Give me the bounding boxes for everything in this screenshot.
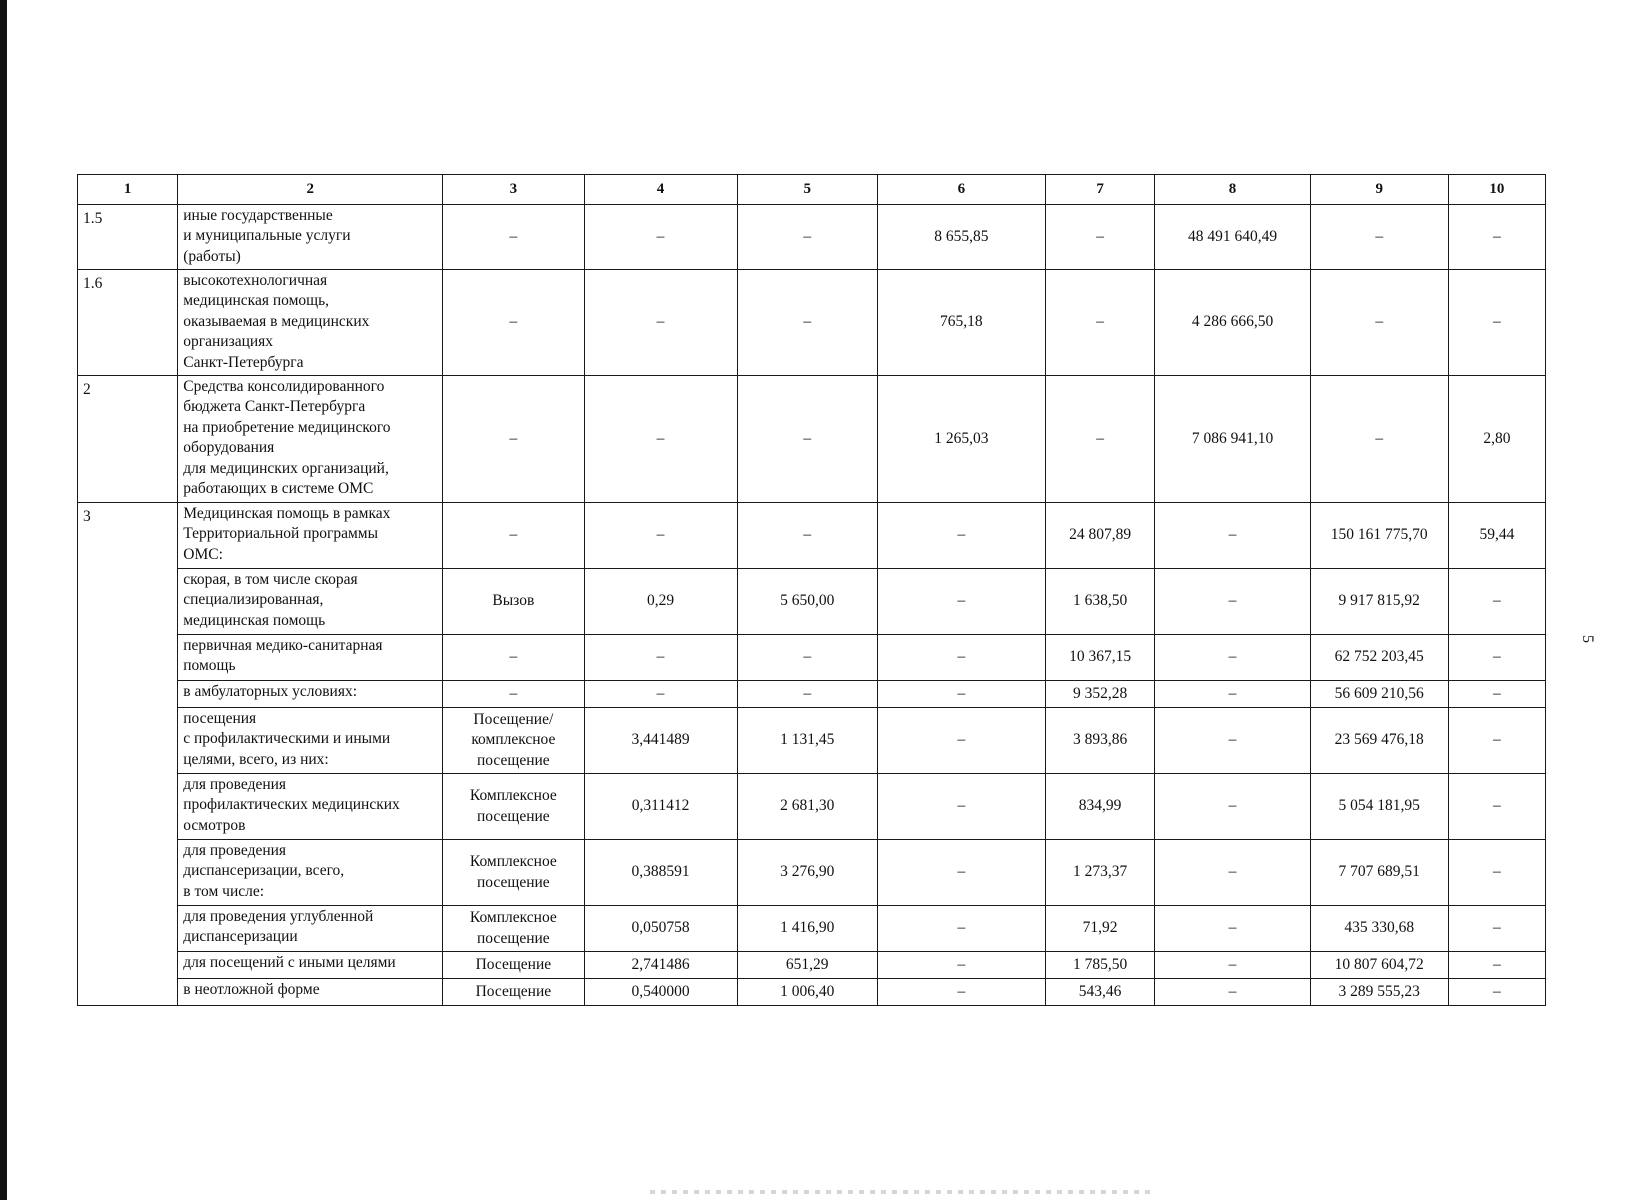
page-number: 5 (1579, 635, 1596, 643)
value-cell: Комплексное посещение (443, 840, 584, 906)
value-cell: – (1155, 503, 1310, 569)
header-cell: 5 (737, 175, 877, 205)
scan-footer-smudge (650, 1190, 1150, 1194)
value-cell: 48 491 640,49 (1155, 205, 1310, 270)
value-cell: 1 265,03 (877, 376, 1045, 503)
value-cell: 651,29 (737, 952, 877, 979)
table-row (78, 840, 1546, 906)
value-cell: Посещение/ комплексное посещение (443, 708, 584, 774)
row-label-cell: для посещений с иными целями (178, 952, 443, 979)
value-cell: – (1045, 205, 1155, 270)
row-label-cell: скорая, в том числе скорая специализированная, медицинская помощь (178, 569, 443, 635)
table-row (78, 774, 1546, 840)
value-cell: – (877, 681, 1045, 708)
row-label-cell: в амбулаторных условиях: (178, 681, 443, 708)
table-row (78, 270, 1546, 376)
value-cell: 9 917 815,92 (1310, 569, 1448, 635)
value-cell: – (737, 205, 877, 270)
value-cell: – (1310, 205, 1448, 270)
value-cell: 0,388591 (584, 840, 737, 906)
value-cell: – (1448, 952, 1545, 979)
table-row (78, 906, 1546, 952)
header-cell: 3 (443, 175, 584, 205)
value-cell: – (1155, 635, 1310, 681)
value-cell: – (584, 376, 737, 503)
value-cell: – (877, 906, 1045, 952)
table-row (78, 635, 1546, 681)
value-cell: – (877, 708, 1045, 774)
value-cell: 56 609 210,56 (1310, 681, 1448, 708)
row-label-cell: первичная медико-санитарная помощь (178, 635, 443, 681)
value-cell: – (584, 205, 737, 270)
row-label-cell: для проведения профилактических медицинских осмотров (178, 774, 443, 840)
value-cell: – (1448, 979, 1545, 1006)
row-number-cell: 1.6 (78, 270, 178, 376)
value-cell: – (1310, 270, 1448, 376)
value-cell: – (737, 376, 877, 503)
value-cell: – (737, 681, 877, 708)
header-cell: 10 (1448, 175, 1545, 205)
value-cell: 1 273,37 (1045, 840, 1155, 906)
value-cell: 10 367,15 (1045, 635, 1155, 681)
value-cell: – (443, 205, 584, 270)
value-cell: – (584, 681, 737, 708)
value-cell: – (1155, 906, 1310, 952)
header-cell: 2 (178, 175, 443, 205)
row-label-cell: иные государственные и муниципальные услуги (работы) (178, 205, 443, 270)
value-cell: – (1310, 376, 1448, 503)
value-cell: 8 655,85 (877, 205, 1045, 270)
value-cell: – (1448, 569, 1545, 635)
value-cell: – (1448, 681, 1545, 708)
table-row (78, 205, 1546, 270)
value-cell: 62 752 203,45 (1310, 635, 1448, 681)
value-cell: 0,050758 (584, 906, 737, 952)
value-cell: 2 681,30 (737, 774, 877, 840)
value-cell: – (1155, 708, 1310, 774)
header-cell: 4 (584, 175, 737, 205)
value-cell: – (877, 635, 1045, 681)
value-cell: 834,99 (1045, 774, 1155, 840)
value-cell: 5 650,00 (737, 569, 877, 635)
value-cell: 23 569 476,18 (1310, 708, 1448, 774)
value-cell: 150 161 775,70 (1310, 503, 1448, 569)
value-cell: – (1448, 205, 1545, 270)
value-cell: 0,29 (584, 569, 737, 635)
value-cell: 59,44 (1448, 503, 1545, 569)
value-cell: 0,311412 (584, 774, 737, 840)
row-number-cell: 3 (78, 503, 178, 1006)
row-label-cell: посещения с профилактическими и иными целями, всего, из них: (178, 708, 443, 774)
table-row (78, 681, 1546, 708)
value-cell: – (443, 635, 584, 681)
value-cell: – (1155, 952, 1310, 979)
value-cell: 1 006,40 (737, 979, 877, 1006)
value-cell: 3,441489 (584, 708, 737, 774)
value-cell: 3 289 555,23 (1310, 979, 1448, 1006)
value-cell: 3 893,86 (1045, 708, 1155, 774)
row-label-cell: в неотложной форме (178, 979, 443, 1006)
row-number-cell: 1.5 (78, 205, 178, 270)
row-label-cell: для проведения углубленной диспансеризации (178, 906, 443, 952)
value-cell: – (737, 635, 877, 681)
budget-table (77, 174, 1546, 1006)
value-cell: – (1448, 708, 1545, 774)
header-cell: 6 (877, 175, 1045, 205)
header-cell: 8 (1155, 175, 1310, 205)
value-cell: – (1448, 840, 1545, 906)
value-cell: – (443, 270, 584, 376)
value-cell: 1 416,90 (737, 906, 877, 952)
table-body (78, 175, 1546, 1006)
value-cell: 9 352,28 (1045, 681, 1155, 708)
row-label-cell: Медицинская помощь в рамках Территориальной программы ОМС: (178, 503, 443, 569)
value-cell: 7 086 941,10 (1155, 376, 1310, 503)
value-cell: – (443, 376, 584, 503)
header-row (78, 175, 1546, 205)
value-cell: 0,540000 (584, 979, 737, 1006)
value-cell: – (443, 681, 584, 708)
row-label-cell: для проведения диспансеризации, всего, в том числе: (178, 840, 443, 906)
table-row (78, 376, 1546, 503)
value-cell: 71,92 (1045, 906, 1155, 952)
value-cell: – (877, 774, 1045, 840)
table-row (78, 708, 1546, 774)
value-cell: – (1155, 840, 1310, 906)
table-row (78, 979, 1546, 1006)
value-cell: 3 276,90 (737, 840, 877, 906)
value-cell: 1 131,45 (737, 708, 877, 774)
value-cell: Посещение (443, 979, 584, 1006)
row-number-cell: 2 (78, 376, 178, 503)
value-cell: – (877, 503, 1045, 569)
value-cell: – (1045, 270, 1155, 376)
table-row (78, 503, 1546, 569)
value-cell: – (877, 569, 1045, 635)
value-cell: – (1155, 979, 1310, 1006)
value-cell: 543,46 (1045, 979, 1155, 1006)
value-cell: 7 707 689,51 (1310, 840, 1448, 906)
value-cell: – (1448, 906, 1545, 952)
value-cell: – (877, 979, 1045, 1006)
value-cell: – (584, 635, 737, 681)
table-row (78, 952, 1546, 979)
value-cell: 2,741486 (584, 952, 737, 979)
value-cell: 765,18 (877, 270, 1045, 376)
value-cell: Комплексное посещение (443, 906, 584, 952)
value-cell: – (877, 952, 1045, 979)
value-cell: Посещение (443, 952, 584, 979)
header-cell: 1 (78, 175, 178, 205)
value-cell: 10 807 604,72 (1310, 952, 1448, 979)
value-cell: – (1155, 569, 1310, 635)
value-cell: – (443, 503, 584, 569)
value-cell: – (584, 270, 737, 376)
value-cell: 1 785,50 (1045, 952, 1155, 979)
value-cell: 4 286 666,50 (1155, 270, 1310, 376)
value-cell: 5 054 181,95 (1310, 774, 1448, 840)
row-label-cell: высокотехнологичная медицинская помощь, оказываемая в медицинских организациях Санкт-Петербурга (178, 270, 443, 376)
value-cell: 24 807,89 (1045, 503, 1155, 569)
value-cell: 2,80 (1448, 376, 1545, 503)
value-cell: Комплексное посещение (443, 774, 584, 840)
value-cell: – (1448, 270, 1545, 376)
value-cell: 435 330,68 (1310, 906, 1448, 952)
header-cell: 7 (1045, 175, 1155, 205)
value-cell: – (1448, 774, 1545, 840)
value-cell: – (1045, 376, 1155, 503)
value-cell: – (1155, 774, 1310, 840)
value-cell: Вызов (443, 569, 584, 635)
value-cell: – (737, 270, 877, 376)
row-label-cell: Средства консолидированного бюджета Санкт-Петербурга на приобретение медицинского оборудования для медицинских организаций, работающих в системе ОМС (178, 376, 443, 503)
value-cell: 1 638,50 (1045, 569, 1155, 635)
value-cell: – (1155, 681, 1310, 708)
value-cell: – (1448, 635, 1545, 681)
value-cell: – (737, 503, 877, 569)
scan-edge-bar (0, 0, 7, 1200)
value-cell: – (584, 503, 737, 569)
header-cell: 9 (1310, 175, 1448, 205)
table-row (78, 569, 1546, 635)
value-cell: – (877, 840, 1045, 906)
